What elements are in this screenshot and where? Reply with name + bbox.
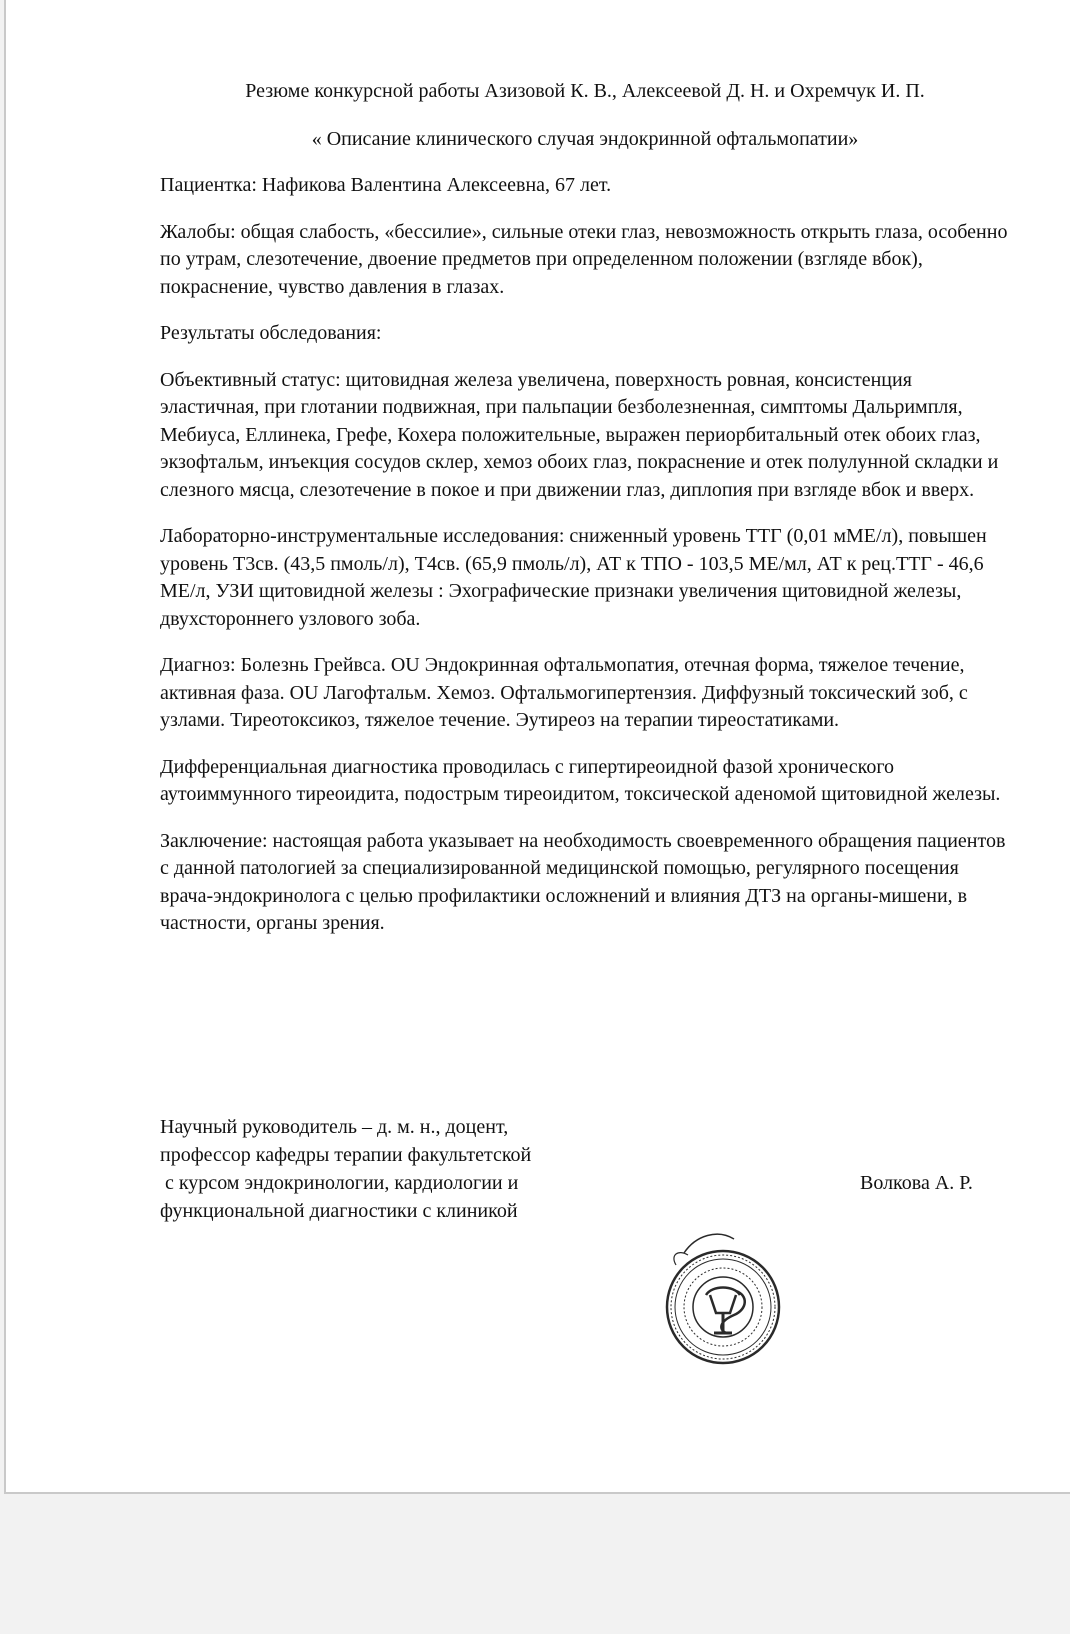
complaints-paragraph: Жалобы: общая слабость, «бессилие», сильные отеки глаз, невозможность открыть глаза, особенно по утрам, слезотечение, двоение предметов при определенном положении (взгляде вбок), покраснение, чувство давления в глазах.	[160, 220, 1008, 298]
supervisor-name: Волкова А. Р.	[860, 1172, 973, 1194]
document-page	[4, 0, 1070, 1494]
medical-seal-icon	[656, 1225, 786, 1375]
conclusion-paragraph: Заключение: настоящая работа указывает на необходимость своевременного обращения пациентов с данной патологией за специализированной медицинской помощью, регулярного посещения врача-эндокринолога с целью профилактики осложнений и влияния ДТЗ на органы-мишени, в частности, органы зрения.	[160, 829, 1006, 934]
results-heading: Результаты обследования:	[160, 322, 382, 344]
supervisor-line: функциональной диагностики с клиникой	[160, 1200, 518, 1222]
document-subtitle: « Описание клинического случая эндокринной офтальмопатии»	[311, 127, 859, 150]
supervisor-line: профессор кафедры терапии факультетской	[160, 1144, 532, 1166]
diagnosis-paragraph: Диагноз: Болезнь Грейвса. OU Эндокринная офтальмопатия, отечная форма, тяжелое течение, активная фаза. OU Лагофтальм. Хемоз. Офтальмогипертензия. Диффузный токсический зоб, с узлами. Тиреотоксикоз, тяжелое течение. Эутиреоз на терапии тиреостатиками.	[160, 654, 968, 731]
supervisor-line: Научный руководитель – д. м. н., доцент,	[160, 1116, 509, 1138]
signature-block	[160, 1113, 1010, 1225]
document-title: Резюме конкурсной работы Азизовой К. В., Алексеевой Д. Н. и Охремчук И. П.	[245, 80, 925, 102]
labs-paragraph: Лабораторно-инструментальные исследования: сниженный уровень ТТГ (0,01 мМЕ/л), повышен уровень Т3св. (43,5 пмоль/л), Т4св. (65,9 пмоль/л), АТ к ТПО - 103,5 МЕ/мл, АТ к рец.ТТГ - 46,6 МЕ/л, УЗИ щитовидной железы : Эхографические признаки увеличения щитовидной железы, двухстороннего узлового зоба.	[160, 525, 987, 630]
objective-status-paragraph: Объективный статус: щитовидная железа увеличена, поверхность ровная, консистенция эластичная, при глотании подвижная, при пальпации безболезненная, симптомы Дальримпля, Мебиуса, Еллинека, Грефе, Кохера положительные, выражен периорбитальный отек обоих глаз, экзофтальм, инъекция сосудов склер, хемоз обоих глаз, покраснение и отек полулунной складки и слезного мясца, слезотечение в покое и при движении глаз, диплопия при взгляде вбок и вверх.	[160, 368, 999, 501]
supervisor-line: с курсом эндокринологии, кардиологии и	[160, 1172, 519, 1194]
patient-line: Пациентка: Нафикова Валентина Алексеевна, 67 лет.	[160, 174, 612, 196]
differential-paragraph: Дифференциальная диагностика проводилась с гипертиреоидной фазой хронического аутоиммунного тиреоидита, подострым тиреоидитом, токсической аденомой щитовидной железы.	[160, 755, 1001, 805]
document-body	[160, 78, 1010, 938]
